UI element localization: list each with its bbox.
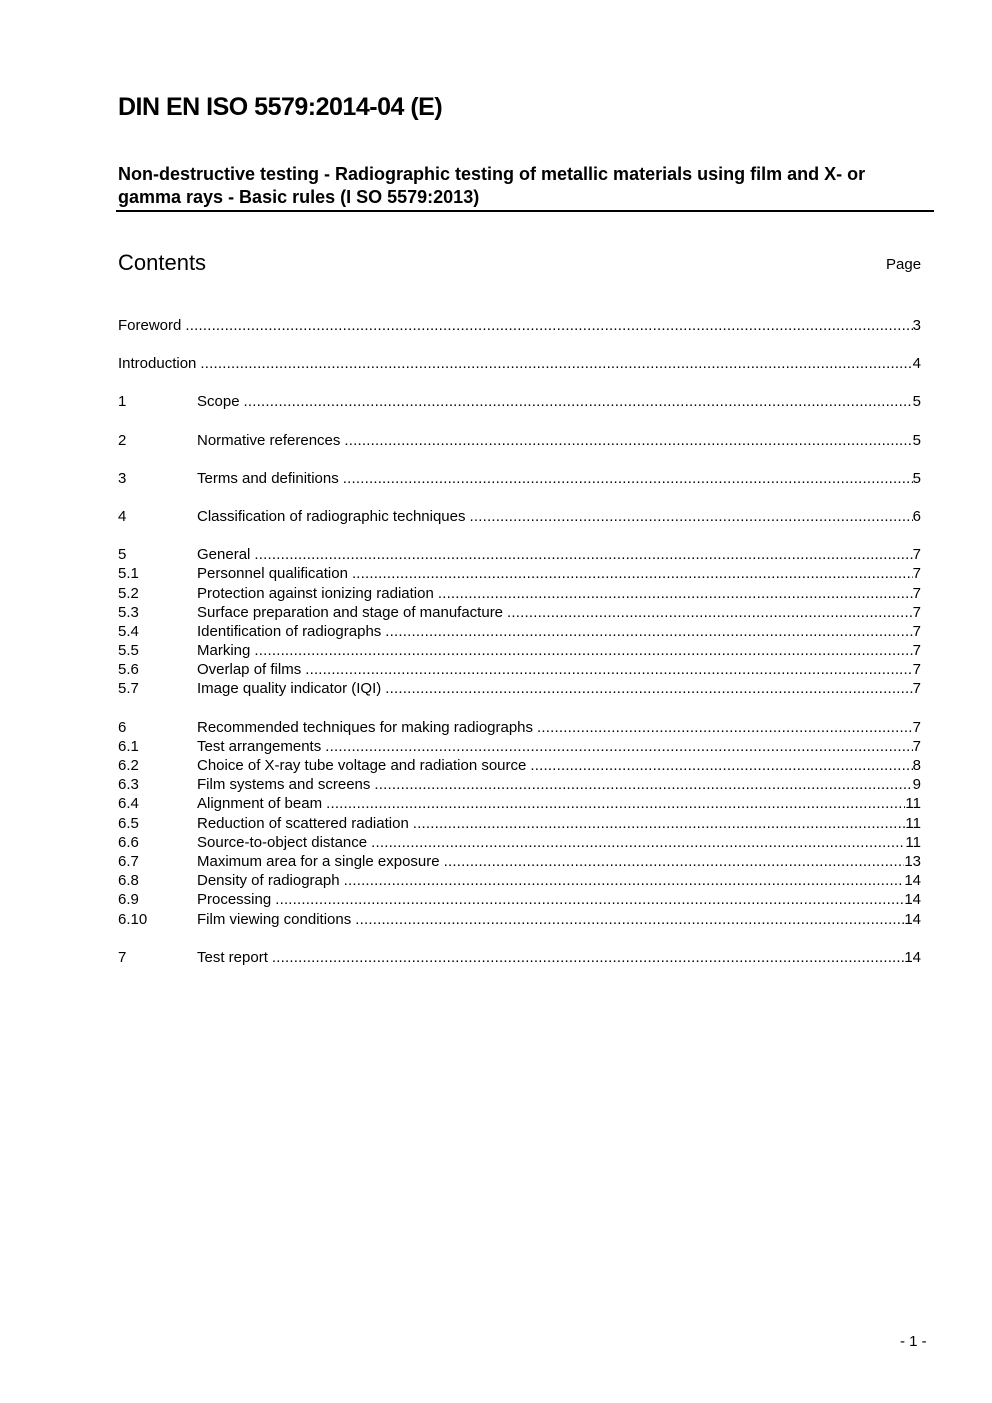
toc-leader-dots — [374, 775, 912, 794]
toc-entry[interactable] — [118, 794, 921, 813]
toc-entry-number: 6.3 — [118, 776, 139, 794]
toc-entry-page: 7 — [912, 584, 921, 602]
toc-entry-page: 7 — [912, 622, 921, 640]
toc-entry-title: Film systems and screens — [197, 775, 374, 794]
toc-entry[interactable] — [118, 756, 921, 775]
toc-leader-dots — [326, 794, 905, 813]
toc-entry-page: 7 — [912, 661, 921, 679]
toc-leader-dots — [275, 890, 904, 909]
toc-entry-page: 5 — [912, 469, 921, 487]
toc-entry-page: 3 — [912, 317, 921, 334]
toc-entry-number: 6.1 — [118, 737, 139, 755]
toc-entry-number: 3 — [118, 469, 127, 487]
toc-entry-page: 7 — [912, 603, 921, 621]
toc-entry-title: Alignment of beam — [197, 794, 326, 813]
toc-entry-number: 4 — [118, 507, 127, 525]
toc-entry[interactable] — [118, 584, 921, 603]
toc-leader-dots — [185, 316, 912, 335]
toc-entry[interactable] — [118, 890, 921, 909]
toc-entry-title: Personnel qualification — [197, 564, 352, 583]
toc-entry-title: Foreword — [118, 316, 185, 335]
toc-leader-dots — [355, 910, 904, 929]
toc-entry[interactable] — [118, 718, 921, 737]
toc-entry-title: Overlap of films — [197, 660, 305, 679]
toc-entry[interactable] — [118, 660, 921, 679]
toc-leader-dots — [352, 564, 913, 583]
page-number: - 1 - — [900, 1333, 927, 1350]
toc-entry-number: 1 — [118, 393, 127, 411]
toc-entry-page: 7 — [912, 565, 921, 583]
toc-entry-number: 7 — [118, 948, 127, 966]
toc-entry[interactable] — [118, 852, 921, 871]
toc-entry[interactable] — [118, 507, 921, 526]
toc-entry-number: 5 — [118, 546, 127, 564]
toc-entry-number: 6.8 — [118, 872, 139, 890]
toc-entry-number: 6.2 — [118, 757, 139, 774]
toc-entry-number: 5.6 — [118, 661, 139, 679]
toc-entry[interactable] — [118, 775, 921, 794]
toc-entry-number: 6.10 — [118, 910, 148, 928]
toc-entry-title: Choice of X-ray tube voltage and radiation source — [197, 756, 530, 775]
toc-leader-dots — [344, 871, 905, 890]
toc-entry-title: Identification of radiographs — [197, 622, 385, 641]
toc-entry-title: Recommended techniques for making radiographs — [197, 718, 537, 737]
toc-entry-number: 6.7 — [118, 852, 139, 870]
toc-leader-dots — [371, 833, 905, 852]
toc-entry-title: Image quality indicator (IQI) — [197, 679, 385, 698]
toc-entry-title: Test arrangements — [197, 737, 325, 756]
toc-entry[interactable] — [118, 948, 921, 967]
toc-entry-number: 5.4 — [118, 622, 139, 640]
toc-entry[interactable] — [118, 833, 921, 852]
toc-entry-page: 7 — [912, 718, 921, 736]
toc-entry-page: 14 — [904, 948, 921, 966]
toc-entry-title: Marking — [197, 641, 254, 660]
toc-entry[interactable] — [118, 622, 921, 641]
toc-entry[interactable] — [118, 814, 921, 833]
toc-entry[interactable] — [118, 910, 921, 929]
toc-leader-dots — [200, 354, 912, 373]
toc-entry-title: Normative references — [197, 431, 344, 450]
toc-entry-page: 7 — [912, 546, 921, 564]
toc-entry-number: 6 — [118, 718, 127, 736]
document-title: DIN EN ISO 5579:2014-04 (E) — [118, 93, 443, 121]
toc-leader-dots — [385, 622, 912, 641]
toc-entry-title: Terms and definitions — [197, 469, 343, 488]
toc-leader-dots — [343, 469, 913, 488]
toc-leader-dots — [254, 545, 912, 564]
toc-entry-title: Source-to-object distance — [197, 833, 371, 852]
toc-leader-dots — [272, 948, 904, 967]
toc-entry-number: 2 — [118, 431, 127, 449]
toc-entry-title: General — [197, 545, 254, 564]
toc-entry-page: 7 — [912, 737, 921, 755]
title-divider — [116, 210, 934, 212]
toc-entry-title: Processing — [197, 890, 275, 909]
toc-entry[interactable] — [118, 545, 921, 564]
toc-entry-page: 5 — [912, 431, 921, 449]
toc-entry[interactable] — [118, 354, 921, 373]
toc-entry-page: 7 — [912, 642, 921, 660]
toc-entry-page: 14 — [904, 891, 921, 909]
toc-entry-page: 4 — [912, 355, 921, 373]
toc-leader-dots — [530, 756, 912, 775]
toc-entry-page: 7 — [912, 680, 921, 698]
toc-entry-title: Protection against ionizing radiation — [197, 584, 438, 603]
toc-entry-number: 5.1 — [118, 565, 139, 583]
toc-entry-page: 9 — [912, 776, 921, 794]
toc-entry[interactable] — [118, 737, 921, 756]
toc-leader-dots — [444, 852, 905, 871]
toc-leader-dots — [254, 641, 912, 660]
toc-entry[interactable] — [118, 564, 921, 583]
toc-entry-title: Introduction — [118, 354, 200, 373]
toc-leader-dots — [385, 679, 912, 698]
toc-entry[interactable] — [118, 871, 921, 890]
toc-entry-title: Maximum area for a single exposure — [197, 852, 444, 871]
toc-leader-dots — [537, 718, 913, 737]
toc-entry-page: 13 — [904, 852, 921, 870]
table-of-contents — [118, 316, 921, 967]
toc-entry-title: Test report — [197, 948, 272, 967]
toc-entry-number: 6.5 — [118, 814, 139, 832]
toc-entry[interactable] — [118, 469, 921, 488]
toc-entry-number: 6.9 — [118, 891, 139, 909]
toc-entry-title: Classification of radiographic techniques — [197, 507, 469, 526]
page-column-label: Page — [886, 256, 922, 273]
toc-entry-page: 11 — [905, 795, 921, 813]
toc-entry-page: 11 — [905, 814, 921, 832]
document-subtitle: Non-destructive testing - Radiographic testing of metallic materials using film and X- or gamma rays - Basic rules (I SO 5579:2013) — [118, 164, 866, 207]
toc-entry[interactable] — [118, 431, 921, 450]
toc-entry-title: Scope — [197, 392, 244, 411]
toc-entry-number: 5.5 — [118, 642, 139, 660]
toc-entry-number: 6.4 — [118, 795, 139, 813]
toc-entry-number: 5.7 — [118, 680, 139, 698]
toc-entry-number: 6.6 — [118, 833, 139, 851]
toc-leader-dots — [413, 814, 906, 833]
toc-entry-title: Surface preparation and stage of manufacture — [197, 603, 507, 622]
toc-entry-title: Film viewing conditions — [197, 910, 355, 929]
toc-entry-page: 14 — [904, 910, 921, 928]
toc-entry-title: Density of radiograph — [197, 871, 344, 890]
toc-entry-page: 5 — [912, 393, 921, 411]
toc-entry-page: 14 — [904, 872, 921, 890]
toc-entry[interactable] — [118, 316, 921, 335]
toc-entry-title: Reduction of scattered radiation — [197, 814, 413, 833]
toc-leader-dots — [438, 584, 913, 603]
toc-leader-dots — [469, 507, 912, 526]
toc-leader-dots — [305, 660, 912, 679]
toc-entry[interactable] — [118, 679, 921, 698]
toc-entry-number: 5.2 — [118, 584, 139, 602]
toc-entry[interactable] — [118, 641, 921, 660]
toc-leader-dots — [344, 431, 912, 450]
toc-entry-number: 5.3 — [118, 603, 139, 621]
contents-heading: Contents — [118, 250, 207, 275]
toc-leader-dots — [507, 603, 913, 622]
toc-entry[interactable] — [118, 392, 921, 411]
toc-entry-page: 6 — [912, 507, 921, 525]
toc-leader-dots — [244, 392, 913, 411]
toc-entry-page: 8 — [912, 757, 921, 774]
toc-entry-page: 11 — [905, 833, 921, 851]
toc-entry[interactable] — [118, 603, 921, 622]
toc-leader-dots — [325, 737, 912, 756]
